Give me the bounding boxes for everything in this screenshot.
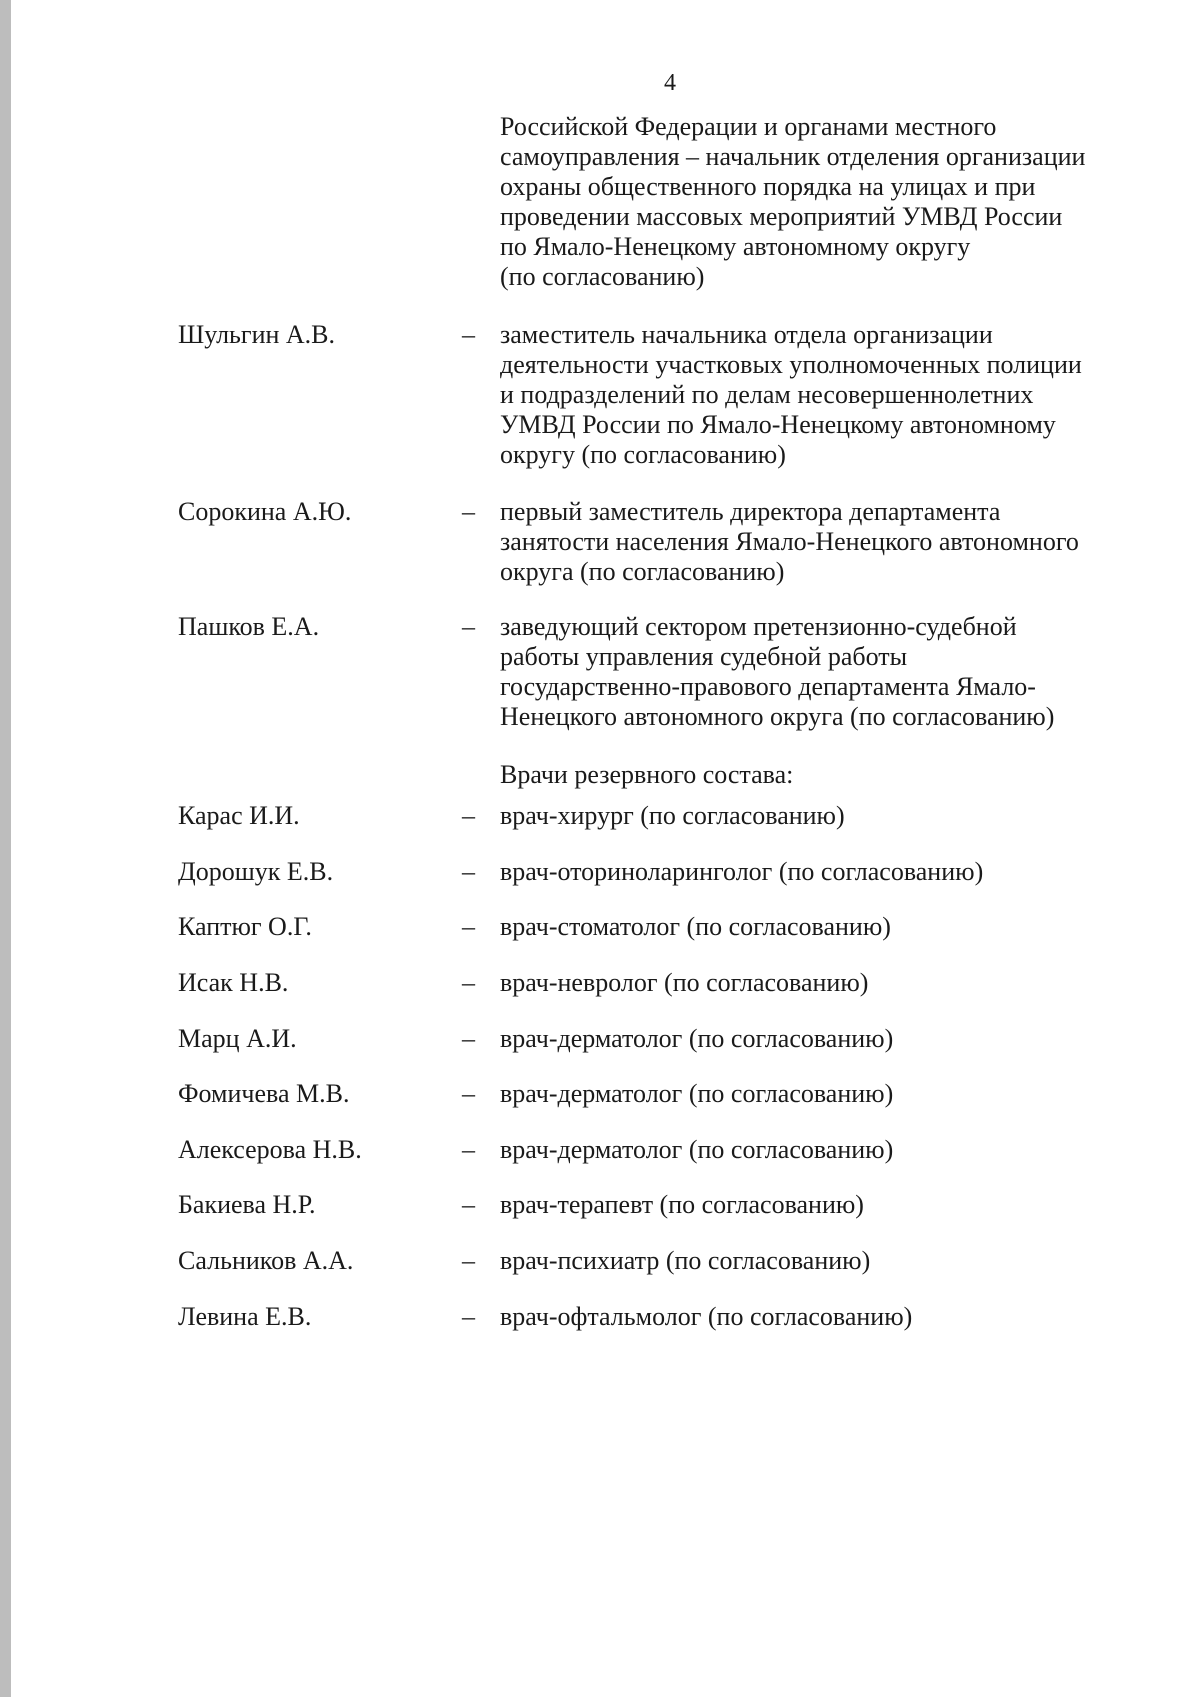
position-line: и подразделений по делам несовершеннолетних [500, 380, 1034, 409]
dash-separator: – [462, 320, 475, 349]
dash-separator: – [462, 857, 475, 886]
continued-line: проведении массовых мероприятий УМВД России [500, 202, 1063, 231]
doctor-role: врач-дерматолог (по согласованию) [500, 1079, 894, 1108]
position-line: деятельности участковых уполномоченных полиции [500, 350, 1082, 379]
page-number: 4 [664, 70, 676, 96]
continued-line: охраны общественного порядка на улицах и при [500, 172, 1036, 201]
member-position [500, 497, 1160, 587]
position-line: заведующий сектором претензионно-судебной [500, 612, 1017, 641]
scan-edge-strip [0, 0, 11, 1697]
dash-separator: – [462, 1079, 475, 1108]
dash-separator: – [462, 801, 475, 830]
doctor-name: Марц А.И. [178, 1024, 297, 1053]
doctor-name: Алексерова Н.В. [178, 1135, 362, 1164]
dash-separator: – [462, 1190, 475, 1219]
doctor-role: врач-офтальмолог (по согласованию) [500, 1302, 913, 1331]
position-line: занятости населения Ямало-Ненецкого автономного [500, 527, 1079, 556]
doctor-name: Дорошук Е.В. [178, 857, 334, 886]
doctor-role: врач-дерматолог (по согласованию) [500, 1024, 894, 1053]
doctor-role: врач-невролог (по согласованию) [500, 968, 869, 997]
doctor-role: врач-хирург (по согласованию) [500, 801, 845, 830]
doctor-name: Левина Е.В. [178, 1302, 312, 1331]
dash-separator: – [462, 497, 475, 526]
member-name: Пашков Е.А. [178, 612, 320, 641]
doctor-role: врач-оториноларинголог (по согласованию) [500, 857, 984, 886]
doctor-name: Исак Н.В. [178, 968, 289, 997]
continued-line: Российской Федерации и органами местного [500, 112, 997, 141]
member-position [500, 320, 1160, 470]
position-line: государственно-правового департамента Ямало- [500, 672, 1036, 701]
member-position [500, 612, 1160, 732]
dash-separator: – [462, 1135, 475, 1164]
position-line: работы управления судебной работы [500, 642, 908, 671]
doctor-role: врач-психиатр (по согласованию) [500, 1246, 871, 1275]
reserve-doctors-heading: Врачи резервного состава: [500, 760, 794, 789]
doctor-role: врач-стоматолог (по согласованию) [500, 912, 891, 941]
doctor-name: Карас И.И. [178, 801, 300, 830]
doctor-role: врач-дерматолог (по согласованию) [500, 1135, 894, 1164]
continued-line: по Ямало-Ненецкому автономному округу [500, 232, 971, 261]
member-name: Сорокина А.Ю. [178, 497, 352, 526]
dash-separator: – [462, 968, 475, 997]
doctor-name: Фомичева М.В. [178, 1079, 350, 1108]
continued-description [500, 112, 1160, 292]
dash-separator: – [462, 1024, 475, 1053]
position-line: округа (по согласованию) [500, 557, 785, 586]
dash-separator: – [462, 912, 475, 941]
doctor-name: Бакиева Н.Р. [178, 1190, 316, 1219]
member-name: Шульгин А.В. [178, 320, 336, 349]
dash-separator: – [462, 612, 475, 641]
doctor-role: врач-терапевт (по согласованию) [500, 1190, 864, 1219]
doctor-name: Каптюг О.Г. [178, 912, 312, 941]
doctor-name: Сальников А.А. [178, 1246, 354, 1275]
dash-separator: – [462, 1302, 475, 1331]
continued-line: (по согласованию) [500, 262, 705, 291]
position-line: первый заместитель директора департамента [500, 497, 1001, 526]
dash-separator: – [462, 1246, 475, 1275]
position-line: Ненецкого автономного округа (по согласованию) [500, 702, 1055, 731]
position-line: УМВД России по Ямало-Ненецкому автономному [500, 410, 1056, 439]
position-line: заместитель начальника отдела организации [500, 320, 993, 349]
continued-line: самоуправления – начальник отделения организации [500, 142, 1086, 171]
position-line: округу (по согласованию) [500, 440, 786, 469]
